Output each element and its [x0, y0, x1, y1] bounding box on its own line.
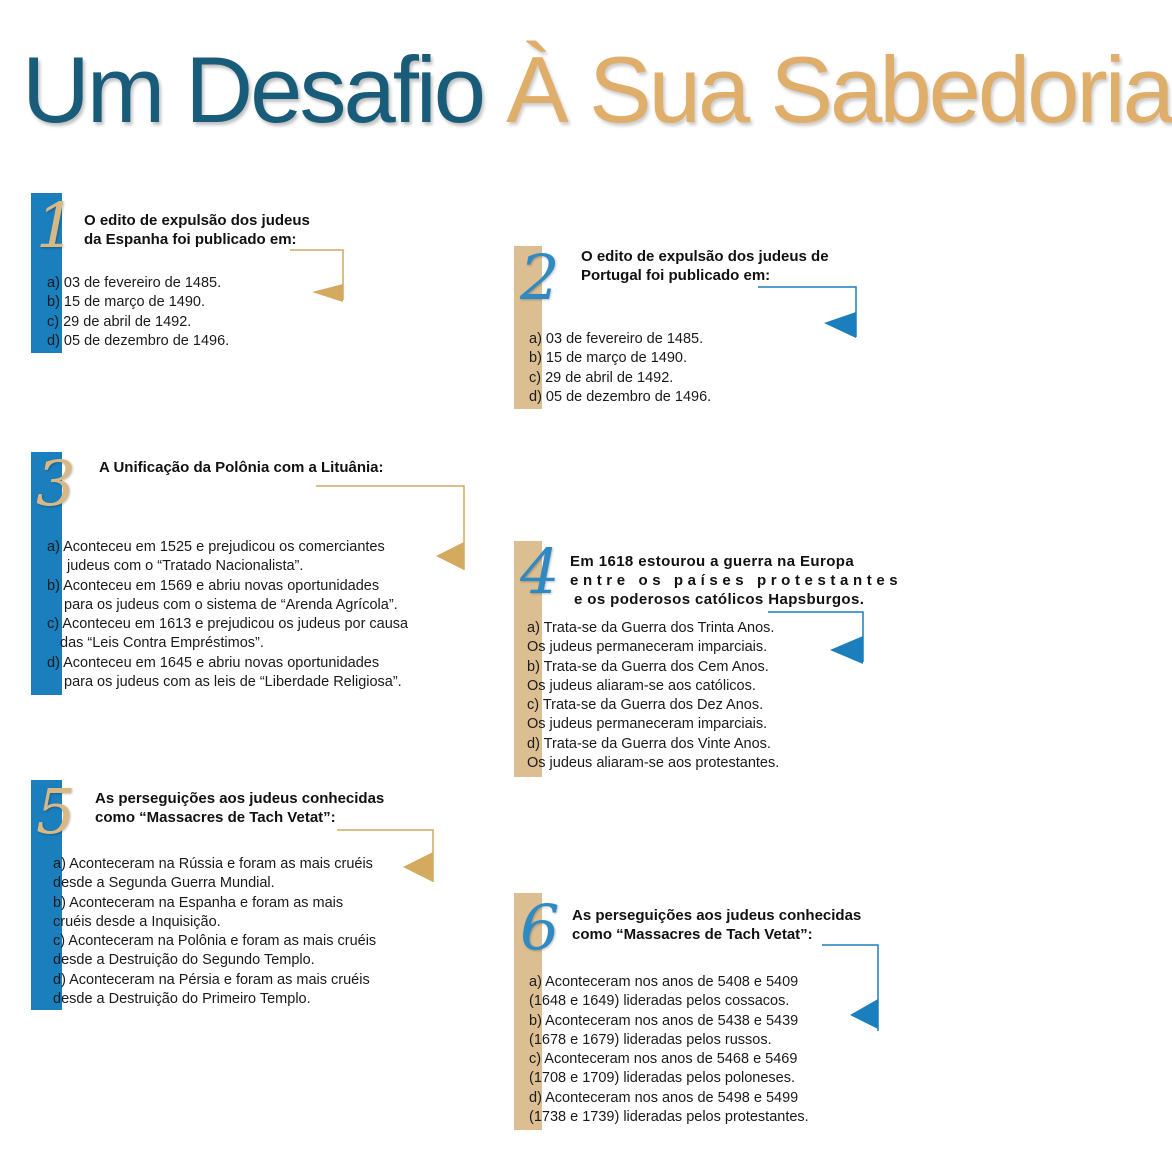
- answer-option[interactable]: c) 29 de abril de 1492.: [47, 313, 192, 330]
- answer-option-continuation: Os judeus permaneceram imparciais.: [527, 716, 768, 733]
- question-4-pointer: [768, 610, 868, 666]
- answer-option-continuation: judeus com o “Tratado Nacionalista”.: [67, 558, 304, 575]
- question-2-answers: [529, 330, 711, 407]
- answer-option-continuation: Os judeus aliaram-se aos protestantes.: [527, 755, 780, 772]
- answer-option[interactable]: b) Aconteceram na Espanha e foram as mais: [53, 894, 344, 911]
- answer-option[interactable]: c) Trata-se da Guerra dos Dez Anos.: [527, 697, 764, 714]
- question-5-line-2: como “Massacres de Tach Vetat”:: [95, 809, 336, 826]
- question-1-text: [84, 211, 310, 249]
- answer-option[interactable]: d) Aconteceram na Pérsia e foram as mais cruéis: [53, 971, 370, 988]
- question-6-answers: [529, 973, 809, 1127]
- answer-option[interactable]: a) Aconteceram na Rússia e foram as mais cruéis: [53, 856, 373, 872]
- question-1-pointer: [290, 248, 350, 304]
- question-3-text: [99, 458, 384, 477]
- question-5-number: 5: [36, 775, 76, 848]
- answer-option[interactable]: d) Aconteceram nos anos de 5498 e 5499: [529, 1089, 799, 1106]
- question-3-line-1: A Unificação da Polônia com a Lituânia:: [99, 459, 384, 476]
- question-6-line-1: As perseguições aos judeus conhecidas: [572, 907, 862, 924]
- answer-option-continuation: desde a Destruição do Segundo Templo.: [53, 952, 315, 969]
- question-6-number: 6: [520, 891, 560, 964]
- question-6-pointer: [822, 943, 882, 1033]
- question-1-number: 1: [36, 189, 76, 262]
- question-5-line-1: As perseguições aos judeus conhecidas: [95, 790, 385, 807]
- question-4-line-1: Em 1618 estourou a guerra na Europa: [570, 553, 855, 570]
- answer-option-continuation: Os judeus aliaram-se aos católicos.: [527, 677, 756, 694]
- answer-option-continuation: para os judeus com as leis de “Liberdade Religiosa”.: [64, 674, 402, 691]
- answer-option-continuation: desde a Segunda Guerra Mundial.: [53, 875, 275, 892]
- question-1-line-2: da Espanha foi publicado em:: [84, 231, 297, 248]
- answer-option-continuation: cruéis desde a Inquisição.: [53, 913, 221, 930]
- answer-option[interactable]: a) Aconteceram nos anos de 5408 e 5409: [529, 974, 799, 990]
- question-3-number: 3: [36, 447, 76, 520]
- question-3-answers: [47, 538, 408, 692]
- answer-option[interactable]: c) Aconteceram nos anos de 5468 e 5469: [529, 1051, 798, 1068]
- answer-option[interactable]: a) Aconteceu em 1525 e prejudicou os comerciantes: [47, 539, 385, 555]
- question-4-line-3: e os poderosos católicos Hapsburgos.: [574, 591, 865, 608]
- answer-option[interactable]: d) Trata-se da Guerra dos Vinte Anos.: [527, 735, 771, 752]
- answer-option-continuation: (1708 e 1709) lideradas pelos poloneses.: [529, 1070, 796, 1087]
- answer-option[interactable]: d) 05 de dezembro de 1496.: [529, 388, 712, 405]
- answer-option[interactable]: c) Aconteceram na Polônia e foram as mais cruéis: [53, 933, 377, 950]
- answer-option[interactable]: d) 05 de dezembro de 1496.: [47, 332, 230, 349]
- answer-option[interactable]: b) Aconteceu em 1569 e abriu novas oportunidades: [47, 577, 380, 594]
- question-4-text: [570, 552, 902, 609]
- question-4-answers: [527, 619, 779, 773]
- page-title: [22, 30, 1172, 150]
- question-2-number: 2: [520, 241, 560, 314]
- answer-option[interactable]: c) Aconteceu em 1613 e prejudicou os judeus por causa: [47, 616, 409, 633]
- answer-option[interactable]: d) Aconteceu em 1645 e abriu novas oportunidades: [47, 654, 380, 671]
- question-4-line-2: entre os países protestantes: [570, 572, 903, 589]
- question-4-number: 4: [520, 535, 560, 608]
- question-5-text: [95, 789, 384, 827]
- answer-option-continuation: (1678 e 1679) lideradas pelos russos.: [529, 1031, 772, 1048]
- answer-option-continuation: (1738 e 1739) lideradas pelos protestantes.: [529, 1109, 809, 1126]
- answer-option-continuation: (1648 e 1649) lideradas pelos cossacos.: [529, 993, 790, 1010]
- question-2-text: [581, 247, 829, 285]
- question-1-answers: [47, 274, 229, 351]
- answer-option[interactable]: b) Aconteceram nos anos de 5438 e 5439: [529, 1012, 799, 1029]
- answer-option[interactable]: a) 03 de fevereiro de 1485.: [47, 275, 222, 291]
- question-1-line-1: O edito de expulsão dos judeus: [84, 212, 310, 229]
- question-6-text: [572, 906, 861, 944]
- answer-option[interactable]: b) 15 de março de 1490.: [529, 350, 687, 367]
- answer-option[interactable]: c) 29 de abril de 1492.: [529, 369, 674, 386]
- answer-option-continuation: para os judeus com o sistema de “Arenda Agrícola”.: [64, 596, 398, 613]
- title-part-2: À Sua Sabedoria: [506, 37, 1172, 142]
- answer-option[interactable]: b) Trata-se da Guerra dos Cem Anos.: [527, 658, 769, 675]
- answer-option-continuation: desde a Destruição do Primeiro Templo.: [53, 991, 311, 1008]
- answer-option-continuation: das “Leis Contra Empréstimos”.: [60, 635, 264, 652]
- title-part-1: Um Desafio: [22, 37, 484, 142]
- answer-option[interactable]: a) 03 de fevereiro de 1485.: [529, 331, 704, 347]
- question-6-line-2: como “Massacres de Tach Vetat”:: [572, 926, 813, 943]
- answer-option-continuation: Os judeus permaneceram imparciais.: [527, 639, 768, 656]
- question-2-line-1: O edito de expulsão dos judeus de: [581, 248, 829, 265]
- question-2-line-2: Portugal foi publicado em:: [581, 267, 771, 284]
- answer-option[interactable]: a) Trata-se da Guerra dos Trinta Anos.: [527, 620, 775, 636]
- question-2-pointer: [758, 285, 862, 341]
- question-5-answers: [53, 855, 376, 1009]
- answer-option[interactable]: b) 15 de março de 1490.: [47, 294, 205, 311]
